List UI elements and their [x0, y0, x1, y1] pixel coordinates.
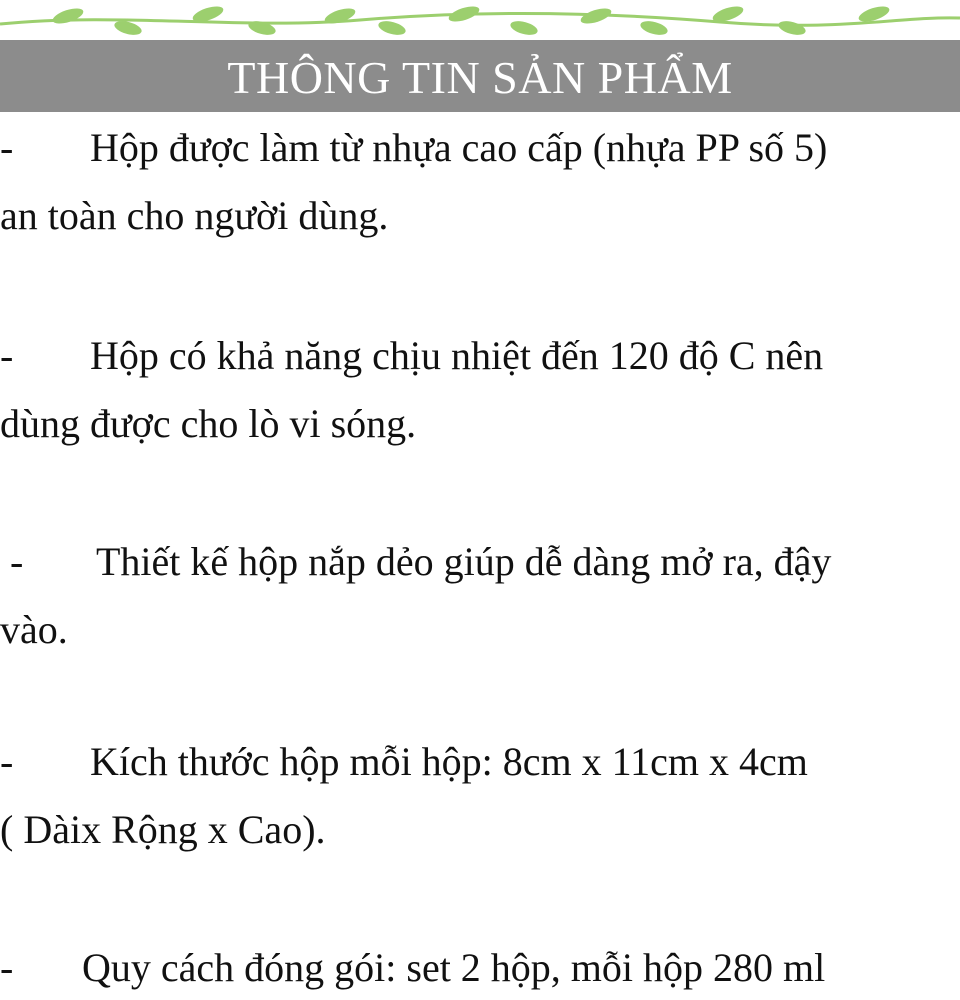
bullet-dash: -: [0, 739, 14, 784]
item-line: [0, 528, 960, 596]
product-info-item: [0, 114, 960, 250]
product-info-item: [0, 728, 960, 864]
bullet-dash: -: [10, 539, 24, 584]
item-line: [0, 728, 960, 796]
item-line: [0, 114, 960, 182]
bullet-dash: -: [0, 125, 14, 170]
item-text: Hộp có khả năng chịu nhiệt đến 120 độ C nên: [90, 333, 824, 378]
product-info-item: [0, 322, 960, 458]
page-title: THÔNG TIN SẢN PHẨM: [227, 52, 733, 103]
header-bar: [0, 40, 960, 112]
item-line-continued: dùng được cho lò vi sóng.: [0, 401, 417, 446]
bullet-dash: -: [0, 945, 14, 990]
item-line: [0, 322, 960, 390]
item-line-continued: vào.: [0, 607, 68, 652]
item-text: Thiết kế hộp nắp dẻo giúp dễ dàng mở ra, đậy: [96, 539, 832, 584]
leaf-vine-icon: [0, 0, 960, 42]
product-info-item: [0, 934, 960, 1000]
item-line: [0, 934, 960, 1000]
item-text: Quy cách đóng gói: set 2 hộp, mỗi hộp 280 ml: [82, 945, 826, 990]
bullet-dash: -: [0, 333, 14, 378]
item-text: Hộp được làm từ nhựa cao cấp (nhựa PP số 5): [90, 125, 828, 170]
item-text: Kích thước hộp mỗi hộp: 8cm x 11cm x 4cm: [90, 739, 808, 784]
item-line-continued: ( Dàix Rộng x Cao).: [0, 807, 326, 852]
product-info-item: [0, 528, 960, 664]
item-line-continued: an toàn cho người dùng.: [0, 193, 389, 238]
